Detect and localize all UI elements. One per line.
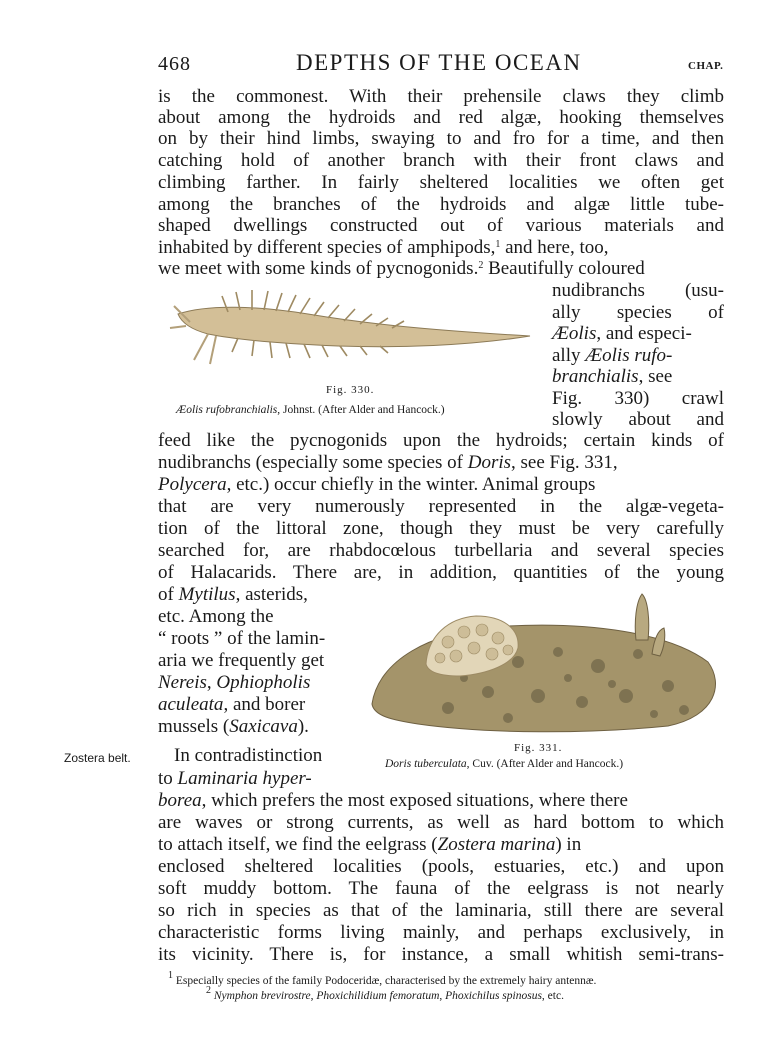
text-span: , bbox=[206, 672, 217, 693]
text-line: ally species of bbox=[552, 302, 724, 323]
text-span: , see Fig. 331, bbox=[511, 452, 618, 473]
text-line bbox=[158, 258, 724, 279]
text-line: so rich in species as that of the laminaria, still there are several bbox=[158, 900, 724, 921]
text-span: mussels ( bbox=[158, 716, 230, 737]
text-span: nudibranchs (especially some species of bbox=[158, 452, 468, 473]
text-line: enclosed sheltered localities (pools, estuaries, etc.) and upon bbox=[158, 856, 724, 877]
text-line: among the branches of the hydroids and algæ little tube- bbox=[158, 194, 724, 215]
text-span: Beautifully coloured bbox=[483, 258, 645, 279]
text-span: , asterids, bbox=[235, 584, 308, 605]
text-span: branchialis bbox=[552, 366, 639, 387]
caption-species: Æolis rufobranchialis bbox=[176, 404, 278, 416]
text-line bbox=[158, 834, 724, 855]
text-span: Saxicava bbox=[229, 716, 298, 737]
text-span: to bbox=[158, 768, 178, 789]
footnote-2 bbox=[206, 985, 564, 1004]
footnote-species: Nymphon brevirostre bbox=[213, 990, 311, 1002]
footnote-species: Phoxichilidium femoratum bbox=[316, 990, 440, 1002]
text-line bbox=[158, 768, 358, 789]
text-span: Ophiopholis bbox=[216, 672, 311, 693]
text-span: to attach itself, we find the eelgrass ( bbox=[158, 834, 438, 855]
text-span: aculeata bbox=[158, 694, 224, 715]
text-span: Mytilus bbox=[178, 584, 236, 605]
footnote-mark: 2 bbox=[206, 985, 211, 996]
text-line: are waves or strong currents, as well as hard bottom to which bbox=[158, 812, 724, 833]
figure-330-illustration bbox=[168, 284, 540, 372]
footnote-text: Especially species of the family Podoceridæ, characterised by the extremely hairy antennæ. bbox=[173, 975, 597, 987]
text-span: inhabited by different species of amphipods, bbox=[158, 237, 496, 258]
text-line: climbing farther. In fairly sheltered localities we often get bbox=[158, 172, 724, 193]
text-line: is the commonest. With their prehensile claws they climb bbox=[158, 86, 724, 107]
footnote-1 bbox=[168, 970, 597, 989]
text-span: ally bbox=[552, 345, 586, 366]
text-line bbox=[158, 672, 358, 693]
text-span: , and especi- bbox=[596, 323, 692, 344]
text-span: Zostera marina bbox=[437, 834, 556, 855]
footnote-ref-1: 1 bbox=[495, 239, 501, 250]
text-span: , etc.) occur chiefly in the winter. Animal groups bbox=[226, 474, 596, 495]
running-title: DEPTHS OF THE OCEAN bbox=[296, 50, 582, 75]
footnote-mark: 1 bbox=[168, 970, 173, 981]
text-span: , and borer bbox=[223, 694, 306, 715]
text-span: ) in bbox=[555, 834, 582, 855]
margin-note: Zostera belt. bbox=[64, 751, 131, 765]
figure-331-label: Fig. 331. bbox=[514, 742, 563, 754]
text-line: shaped dwellings constructed out of various materials and bbox=[158, 215, 724, 236]
text-line bbox=[158, 584, 358, 605]
nudibranch-doris-drawing bbox=[372, 594, 715, 732]
text-line bbox=[158, 694, 358, 715]
text-line bbox=[158, 237, 724, 258]
text-line: etc. Among the bbox=[158, 606, 274, 627]
text-line: of Halacarids. There are, in addition, quantities of the young bbox=[158, 562, 724, 583]
page-number: 468 bbox=[158, 53, 191, 75]
text-span: Æolis rufo- bbox=[585, 345, 673, 366]
text-line: feed like the pycnogonids upon the hydroids; certain kinds of bbox=[158, 430, 724, 451]
text-line bbox=[158, 452, 724, 473]
text-line bbox=[158, 474, 724, 495]
nudibranch-aeolis-drawing bbox=[170, 290, 530, 364]
text-line: slowly about and bbox=[552, 409, 724, 430]
text-span: Nereis bbox=[158, 672, 207, 693]
figure-331-illustration bbox=[368, 592, 724, 734]
text-line: soft muddy bottom. The fauna of the eelgrass is not nearly bbox=[158, 878, 724, 899]
caption-species: Doris tuberculata bbox=[385, 758, 467, 770]
footnote-ref-2: 2 bbox=[478, 260, 484, 271]
text-line bbox=[158, 790, 724, 811]
text-span: , which prefers the most exposed situations, where there bbox=[201, 790, 628, 811]
caption-credit: , Cuv. (After Alder and Hancock.) bbox=[466, 758, 624, 770]
text-line: aria we frequently get bbox=[158, 650, 325, 671]
text-line bbox=[552, 345, 724, 366]
text-line: its vicinity. There is, for instance, a small whitish semi-trans- bbox=[158, 944, 724, 965]
text-line: searched for, are rhabdocœlous turbellaria and several species bbox=[158, 540, 724, 561]
text-line bbox=[552, 366, 724, 387]
text-line bbox=[552, 323, 724, 344]
footnote-species: Phoxichilus spinosus bbox=[445, 990, 542, 1002]
text-line: tion of the littoral zone, though they must be very carefully bbox=[158, 518, 724, 539]
text-line bbox=[158, 716, 358, 737]
text-span: Æolis bbox=[552, 323, 597, 344]
text-span: Doris bbox=[467, 452, 512, 473]
text-line: In contradistinction bbox=[174, 745, 323, 766]
figure-331-caption bbox=[385, 757, 623, 771]
footnote-text: , etc. bbox=[541, 990, 564, 1002]
text-span: borea bbox=[158, 790, 202, 811]
text-span: and here, too, bbox=[500, 237, 609, 258]
text-line: characteristic forms living mainly, and perhaps exclusively, in bbox=[158, 922, 724, 943]
footnote-text: , bbox=[310, 990, 317, 1002]
text-span: ). bbox=[297, 716, 309, 737]
text-span: of bbox=[158, 584, 179, 605]
text-span: we meet with some kinds of pycnogonids. bbox=[158, 258, 479, 279]
figure-330-caption bbox=[176, 403, 445, 417]
text-line: “ roots ” of the lamin- bbox=[158, 628, 326, 649]
text-line: catching hold of another branch with their front claws and bbox=[158, 150, 724, 171]
footnote-text: , bbox=[439, 990, 446, 1002]
text-line: that are very numerously represented in the algæ-vegeta- bbox=[158, 496, 724, 517]
figure-330-label: Fig. 330. bbox=[326, 384, 375, 396]
text-span: , see bbox=[638, 366, 673, 387]
text-line: Fig. 330) crawl bbox=[552, 388, 724, 409]
text-span: Laminaria hyper- bbox=[177, 768, 312, 789]
text-span: Polycera bbox=[158, 474, 227, 495]
text-line: about among the hydroids and red algæ, hooking themselves bbox=[158, 107, 724, 128]
caption-credit: , Johnst. (After Alder and Hancock.) bbox=[277, 404, 445, 416]
text-line: nudibranchs (usu- bbox=[552, 280, 724, 301]
text-line: on by their hind limbs, swaying to and fro for a time, and then bbox=[158, 128, 724, 149]
chapter-marker: CHAP. bbox=[688, 60, 724, 72]
